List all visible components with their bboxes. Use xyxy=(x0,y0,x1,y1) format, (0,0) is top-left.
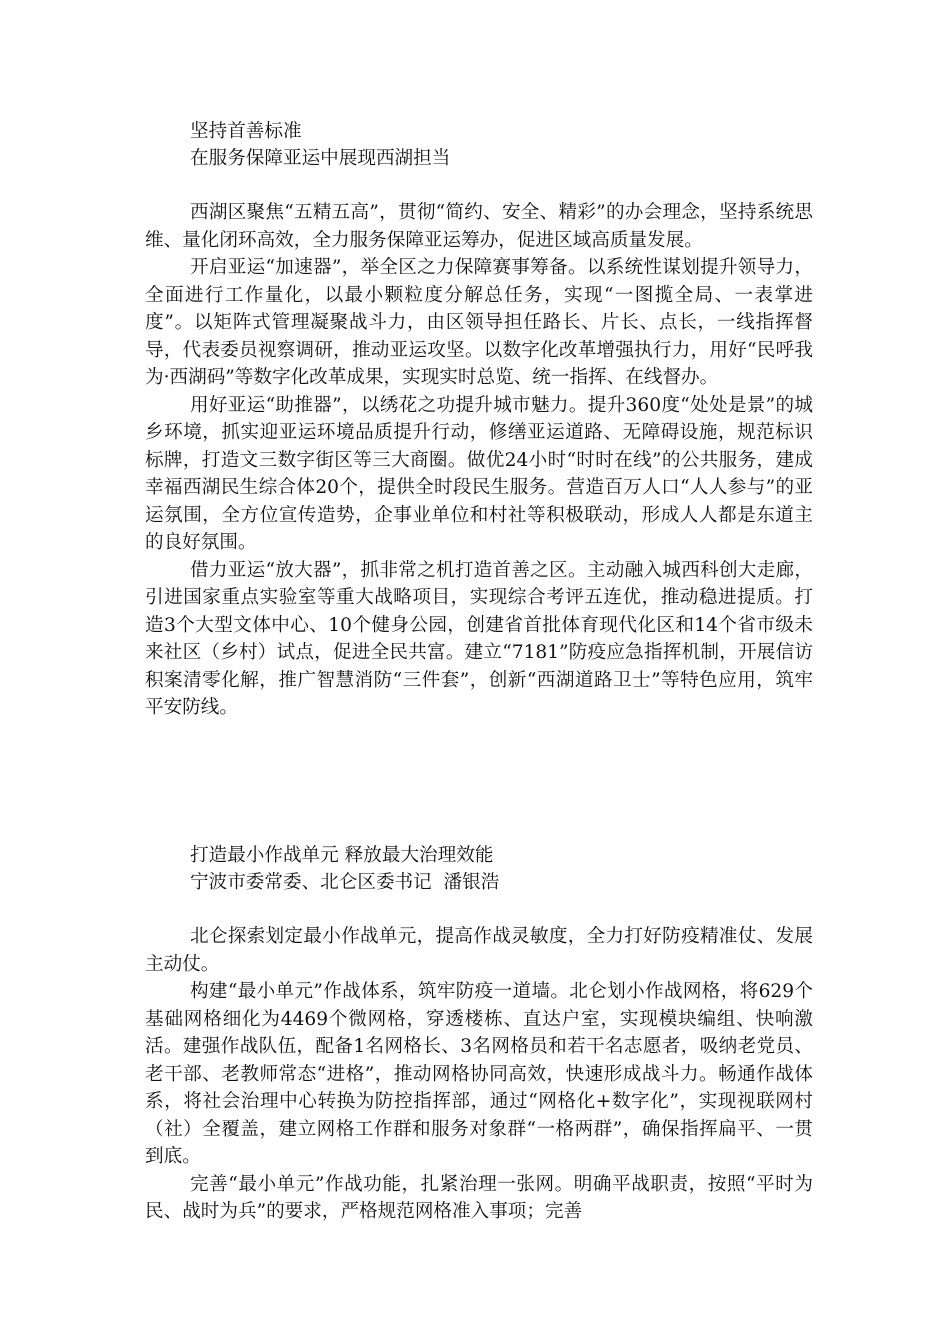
article-xihu xyxy=(145,118,813,722)
paragraph: 西湖区聚焦“五精五高”，贯彻“简约、安全、精彩”的办会理念，坚持系统思维、量化闭环高效，全力服务保障亚运筹办，促进区域高质量发展。 xyxy=(145,202,813,251)
paragraph: 完善“最小单元”作战功能，扎紧治理一张网。明确平战职责，按照“平时为民、战时为兵”的要求，严格规范网格准入事项；完善 xyxy=(145,1173,813,1222)
blank-line xyxy=(145,172,813,199)
paragraph: 借力亚运“放大器”，抓非常之机打造首善之区。主动融入城西科创大走廊，引进国家重点实验室等重大战略项目，实现综合考评五连优，推动稳进提质。打造3个大型文体中心、10个健身公园，创建省首批体育现代化区和14个省市级未来社区（乡村）试点，促进全民共富。建立“7181”防疫应急指挥机制，开展信访积案清零化解，推广智慧消防“三件套”，创新“西湖道路卫士”等特色应用，筑牢平安防线。 xyxy=(145,559,813,718)
article-beilun xyxy=(145,842,813,1226)
paragraph: 构建“最小单元”作战体系，筑牢防疫一道墙。北仑划小作战网格，将629个基础网格细化为4469个微网格，穿透楼栋、直达户室，实现模块编组、快响激活。建强作战队伍，配备1名网格长、3名网格员和若干名志愿者，吸纳老党员、老干部、老教师常态“进格”，推动网格协同高效，快速形成战斗力。畅通作战体系，将社会治理中心转换为防控指挥部，通过“网格化+数字化”，实现视联网村（社）全覆盖，建立网格工作群和服务对象群“一格两群”，确保指挥扁平、一贯到底。 xyxy=(145,981,813,1167)
article-byline: 宁波市委常委、北仑区委书记 潘银浩 xyxy=(190,872,500,893)
article-title: 坚持首善标准 xyxy=(190,121,302,142)
paragraph: 用好亚运“助推器”，以绣花之功提升城市魅力。提升360度“处处是景”的城乡环境，抓实迎亚运环境品质提升行动，修缮亚运道路、无障碍设施，规范标识标牌，打造文三数字街区等三大商圈。做优24小时“时时在线”的公共服务，建成幸福西湖民生综合体20个，提供全时段民生服务。营造百万人口“人人参与”的亚运氛围，全方位宣传造势，企事业单位和村社等积极联动，形成人人都是东道主的良好氛围。 xyxy=(145,394,813,553)
article-title: 打造最小作战单元 释放最大治理效能 xyxy=(190,845,494,866)
paragraph: 开启亚运“加速器”，举全区之力保障赛事筹备。以系统性谋划提升领导力，全面进行工作量化，以最小颗粒度分解总任务，实现“一图揽全局、一表掌进度”。以矩阵式管理凝聚战斗力，由区领导担任路长、片长、点长，一线指挥督导，代表委员视察调研，推动亚运攻坚。以数字化改革增强执行力，用好“民呼我为·西湖码”等数字化改革成果，实现实时总览、统一指挥、在线督办。 xyxy=(145,257,813,388)
paragraph: 北仑探索划定最小作战单元，提高作战灵敏度，全力打好防疫精准仗、发展主动仗。 xyxy=(145,926,813,975)
blank-line xyxy=(145,896,813,923)
article-subtitle: 在服务保障亚运中展现西湖担当 xyxy=(190,148,451,169)
